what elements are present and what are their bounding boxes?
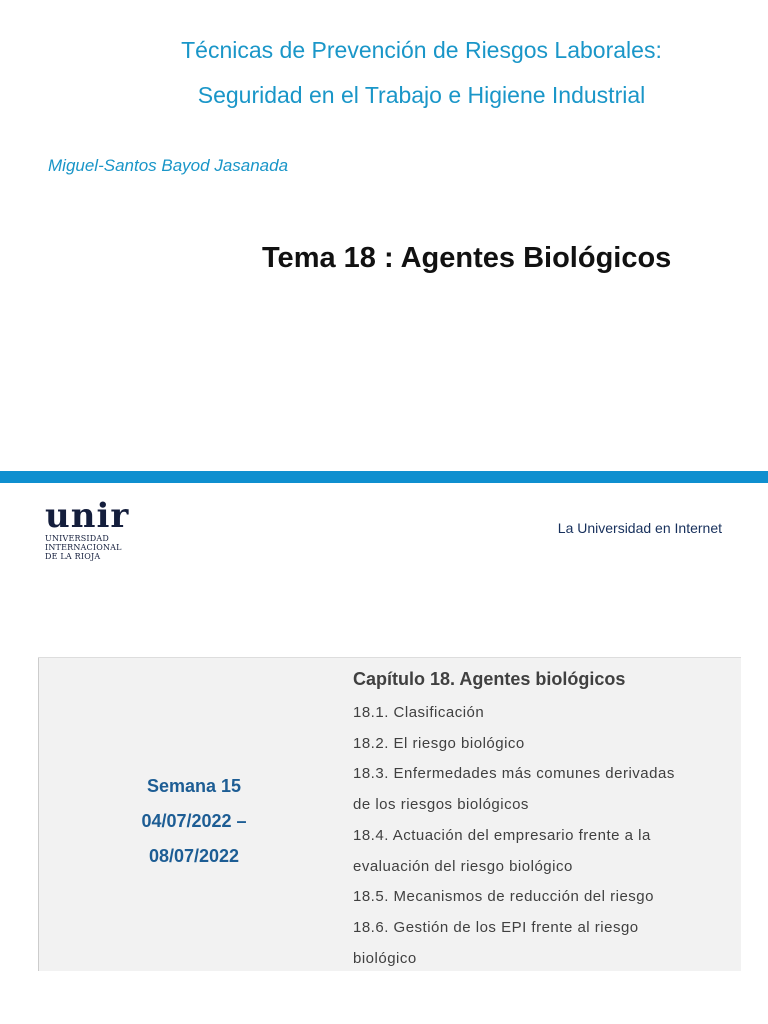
unir-logo — [45, 496, 165, 569]
week-info — [39, 769, 349, 874]
logo-subtitle-line: INTERNACIONAL — [45, 543, 122, 552]
chapter-cell — [349, 658, 741, 971]
section-line: 18.1. Clasificación — [353, 704, 485, 721]
section-list — [353, 698, 675, 974]
section-line: 18.3. Enfermedades más comunes derivadas — [353, 765, 675, 783]
section-line: 18.5. Mecanismos de reducción del riesgo — [353, 888, 654, 906]
chapter-title: Capítulo 18. Agentes biológicos — [353, 669, 626, 689]
logo-subtitle-line: UNIVERSIDAD — [45, 534, 109, 543]
week-date-start: 04/07/2022 – — [141, 811, 247, 831]
course-title-line-2: Seguridad en el Trabajo e Higiene Industrial — [197, 82, 646, 108]
schedule-table — [38, 657, 741, 971]
author-name: Miguel-Santos Bayod Jasanada — [48, 156, 289, 175]
week-label: Semana 15 — [146, 776, 242, 796]
logo-wordmark: unir — [45, 496, 130, 536]
section-line: 18.4. Actuación del empresario frente a la — [353, 826, 651, 844]
tagline: La Universidad en Internet — [557, 520, 722, 536]
section-line: evaluación del riesgo biológico — [353, 857, 573, 875]
section-line: 18.2. El riesgo biológico — [353, 734, 525, 752]
logo-subtitle — [45, 534, 165, 561]
logo-subtitle-line: DE LA RIOJA — [45, 552, 101, 561]
section-line: biológico — [353, 949, 417, 967]
topic-title: Tema 18 : Agentes Biológicos — [262, 242, 672, 274]
divider-bar — [0, 471, 768, 483]
course-title-line-1: Técnicas de Prevención de Riesgos Laborales: — [181, 37, 662, 63]
section-line: 18.6. Gestión de los EPI frente al riesgo — [353, 918, 639, 936]
section-line: de los riesgos biológicos — [353, 796, 529, 814]
week-cell — [38, 658, 350, 971]
week-date-end: 08/07/2022 — [148, 846, 240, 866]
